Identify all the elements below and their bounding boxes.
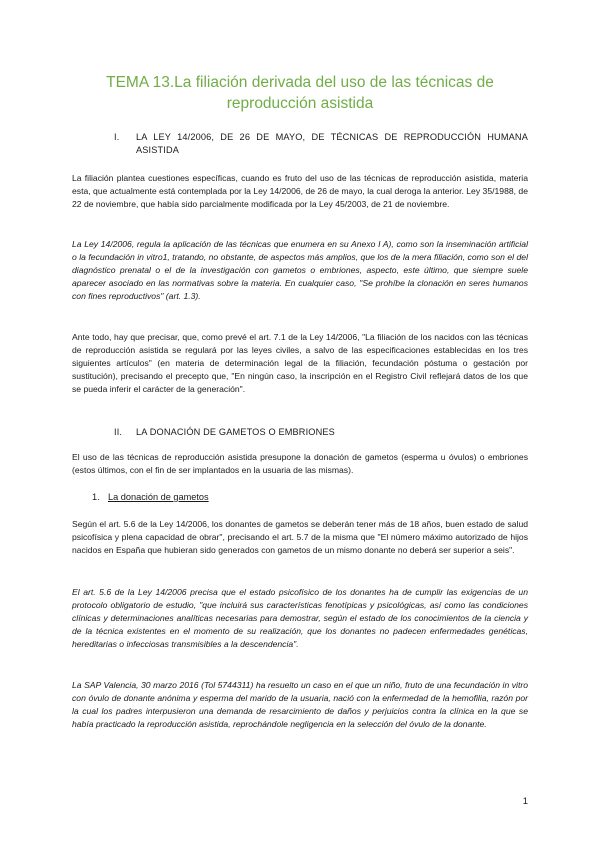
section-title: LA LEY 14/2006, DE 26 DE MAYO, DE TÉCNICAS DE REPRODUCCIÓN HUMANA ASISTIDA	[136, 132, 528, 155]
section-title: LA DONACIÓN DE GAMETOS O EMBRIONES	[136, 427, 335, 437]
paragraph-6: El art. 5.6 de la Ley 14/2006 precisa que el estado psicofísico de los donantes ha de cumplir las exigencias de un protocolo obligatorio de estudio, "que incluirá sus características fenotípicas y psicológicas, así como las condiciones clínicas y determinaciones analíticas necesarias para demostrar, según el estado de los conocimientos de la ciencia y de la técnica existentes en el momento de su realización, que los donantes no padecen enfermedades genéticas, hereditarias o infecciosas transmisibles a la descendencia".	[72, 587, 528, 649]
subsection-heading-1	[72, 491, 528, 504]
paragraph-4: El uso de las técnicas de reproducción asistida presupone la donación de gametos (esperma u óvulos) o embriones (estos últimos, con el fin de ser implantados en la usuaria de las mismas).	[72, 452, 528, 475]
subsection-number: 1.	[92, 492, 100, 502]
paragraph-3: Ante todo, hay que precisar, que, como prevé el art. 7.1 de la Ley 14/2006, "La filiación de los nacidos con las técnicas de reproducción asistida se regulará por las leyes civiles, a salvo de las especificaciones establecidas en los tres siguientes artículos" (en materia de determinación legal de la filiación, fecundación póstuma o gestación por sustitución), precisando el precepto que, "En ningún caso, la inscripción en el Registro Civil reflejará datos de los que se pueda inferir el carácter de la generación".	[72, 332, 528, 394]
paragraph-5: Según el art. 5.6 de la Ley 14/2006, los donantes de gametos se deberán tener más de 18 años, buen estado de salud psicofísica y plena capacidad de obrar", precisando el art. 5.7 de la misma que "El número máximo autorizado de hijos nacidos en España que hubieran sido generados con gametos de un mismo donante no deberá ser superior a seis".	[72, 519, 528, 555]
paragraph-7: La SAP Valencia, 30 marzo 2016 (Tol 5744311) ha resuelto un caso en el que un niño, fruto de una fecundación in vitro con óvulo de donante anónima y esperma del marido de la usuaria, nació con la enfermedad de la hemofilia, razón por la cual los padres interpusieron una demanda de resarcimiento de daños y perjuicios contra la clínica en la que se había practicado la reproducción asistida, reprochándole negligencia en la selección del óvulo de la donante.	[72, 680, 528, 729]
section-heading-2	[72, 426, 528, 439]
page-title: TEMA 13.La filiación derivada del uso de las técnicas de reproducción asistida	[106, 74, 494, 112]
paragraph-2: La Ley 14/2006, regula la aplicación de las técnicas que enumera en su Anexo I A), como son la inseminación artificial o la fecundación in vitro1, tratando, no obstante, de aspectos más amplios, que los de la mera filiación, como son el del diagnóstico prenatal o el de la investigación con gametos o embriones, aspecto, este último, que siempre suele aparecer asociado en las normativas sobre la materia. En cualquier caso, "Se prohíbe la clonación en seres humanos con fines reproductivos" (art. 1.3).	[72, 239, 528, 301]
section-heading-1	[72, 131, 528, 157]
section-number: II.	[114, 427, 123, 437]
subsection-title: La donación de gametos	[108, 492, 209, 502]
paragraph-1: La filiación plantea cuestiones específicas, cuando es fruto del uso de las técnicas de reproducción asistida, materia esta, que actualmente está contemplada por la Ley 14/2006, de 26 de mayo, la cual deroga la anterior. Ley 35/1988, de 22 de noviembre, que había sido parcialmente modificada por la Ley 45/2003, de 21 de noviembre.	[72, 173, 528, 209]
page-number: 1	[522, 796, 528, 807]
section-number: I.	[114, 132, 120, 142]
